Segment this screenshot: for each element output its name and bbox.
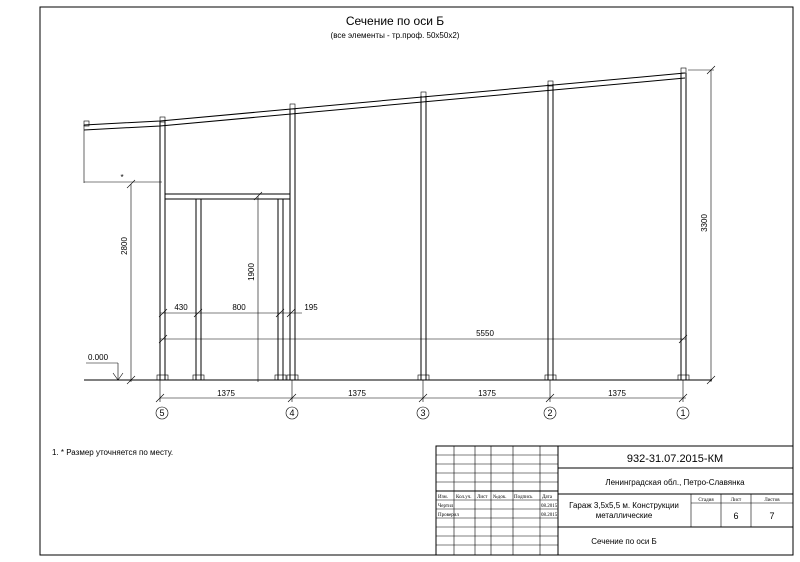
door-frame bbox=[165, 194, 290, 380]
axis-1-label: 1 bbox=[680, 408, 686, 418]
level-mark bbox=[86, 353, 123, 380]
tb-header-date: Дата bbox=[542, 495, 552, 500]
tb-sheet-label: Лист bbox=[730, 498, 742, 503]
asterisk-mark: * bbox=[120, 173, 124, 182]
title-block bbox=[436, 446, 793, 555]
dim-door-chain bbox=[159, 303, 318, 317]
roof-beam bbox=[84, 68, 686, 130]
tb-code: 932-31.07.2015-КМ bbox=[626, 453, 724, 465]
dim-2800 bbox=[120, 180, 135, 384]
axis-markers bbox=[156, 407, 689, 419]
dim-1900 bbox=[247, 192, 262, 382]
tb-header-kolich: Кол.уч. bbox=[456, 495, 472, 500]
tb-project-line2: металлические bbox=[595, 511, 653, 520]
tb-sheet-no: 6 bbox=[733, 511, 739, 521]
tb-header-ndoc: №док. bbox=[493, 495, 507, 500]
dim-195-label: 195 bbox=[304, 303, 318, 312]
dim-2800-label: 2800 bbox=[120, 237, 129, 255]
ground-line bbox=[84, 375, 712, 380]
tb-sheet-title: Сечение по оси Б bbox=[591, 537, 657, 546]
axis-3-label: 3 bbox=[420, 408, 426, 418]
tb-sheets-label: Листов bbox=[764, 498, 780, 503]
tb-row2-date: 08.2015 bbox=[541, 513, 558, 518]
dim-3300 bbox=[688, 66, 715, 384]
tb-header-izm: Изм. bbox=[438, 495, 448, 500]
dim-1375-label-b: 1375 bbox=[348, 389, 366, 398]
dim-800-label: 800 bbox=[232, 303, 246, 312]
axis-5-label: 5 bbox=[159, 408, 165, 418]
sheet-frame bbox=[40, 7, 793, 555]
tb-row1-role: Чертил bbox=[438, 504, 454, 509]
overhang-dimension bbox=[84, 125, 162, 183]
drawing-subtitle: (все элементы - тр.проф. 50x50x2) bbox=[330, 31, 460, 40]
axis-2-label: 2 bbox=[547, 408, 553, 418]
tb-location: Ленинградская обл., Петро-Славянка bbox=[605, 478, 745, 487]
axis-4-label: 4 bbox=[289, 408, 295, 418]
tb-header-sign: Подпись bbox=[514, 495, 533, 500]
dim-430-label: 430 bbox=[174, 303, 188, 312]
tb-row2-role: Проверил bbox=[438, 513, 459, 518]
tb-stage-label: Стадия bbox=[698, 498, 714, 503]
dim-3300-label: 3300 bbox=[700, 214, 709, 232]
dim-1900-label: 1900 bbox=[247, 263, 256, 281]
dim-5550 bbox=[159, 329, 687, 343]
tb-project-line1: Гараж 3,5x5,5 м. Конструкции bbox=[569, 501, 679, 510]
tb-header-list: Лист bbox=[477, 495, 488, 500]
drawing-note: 1. * Размер уточняется по месту. bbox=[52, 448, 174, 457]
tb-row1-date: 08.2015 bbox=[541, 504, 558, 509]
dim-axis-chain bbox=[156, 380, 687, 402]
level-mark-label: 0.000 bbox=[88, 353, 109, 362]
dim-5550-label: 5550 bbox=[476, 329, 494, 338]
tb-sheets-total: 7 bbox=[769, 511, 775, 521]
dim-1375-label-c: 1375 bbox=[478, 389, 496, 398]
drawing-title: Сечение по оси Б bbox=[345, 14, 445, 28]
dim-1375-label-a: 1375 bbox=[217, 389, 235, 398]
dim-1375-label-d: 1375 bbox=[608, 389, 626, 398]
